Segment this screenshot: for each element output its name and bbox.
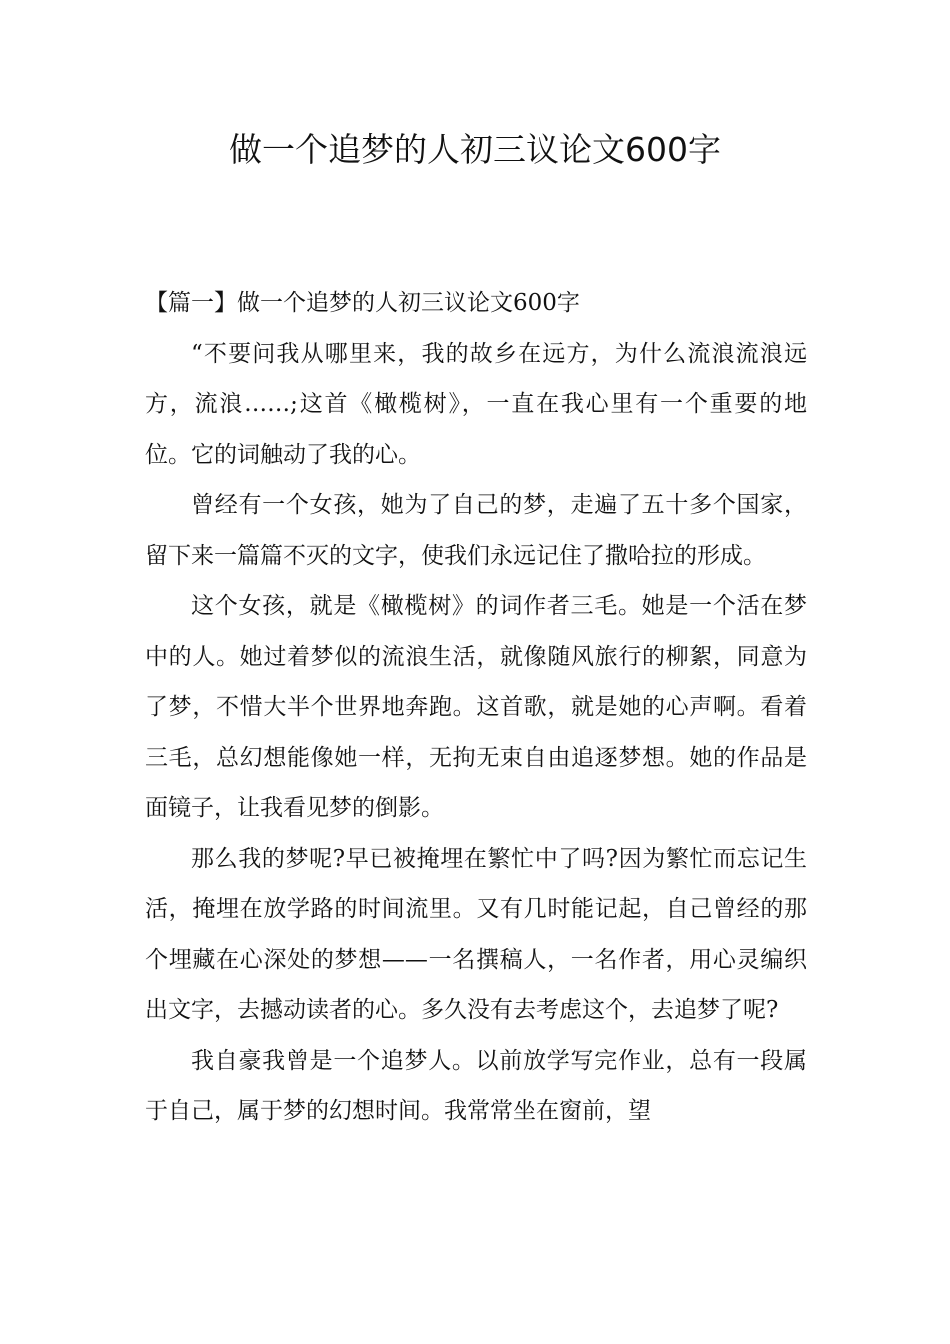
paragraph-1: “不要问我从哪里来，我的故乡在远方，为什么流浪流浪远方，流浪……;这首《橄榄树》，一直在我心里有一个重要的地位。它的词触动了我的心。 xyxy=(145,340,807,468)
paragraph-5: 我自豪我曾是一个追梦人。以前放学写完作业，总有一段属于自己，属于梦的幻想时间。我常常坐在窗前，望 xyxy=(145,1047,807,1124)
section-heading: 【篇一】做一个追梦的人初三议论文600字 xyxy=(145,290,580,316)
document-title: 做一个追梦的人初三议论文600字 xyxy=(229,130,721,169)
paragraph-2: 曾经有一个女孩，她为了自己的梦，走遍了五十多个国家，留下来一篇篇不灭的文字，使我们永远记住了撒哈拉的形成。 xyxy=(145,492,807,569)
paragraph-4: 那么我的梦呢?早已被掩埋在繁忙中了吗?因为繁忙而忘记生活，掩埋在放学路的时间流里。又有几时能记起，自己曾经的那个埋藏在心深处的梦想——一名撰稿人，一名作者，用心灵编织出文字，去撼动读者的心。多久没有去考虑这个，去追梦了呢? xyxy=(145,845,807,1023)
document-body xyxy=(145,278,807,1137)
paragraph-3: 这个女孩，就是《橄榄树》的词作者三毛。她是一个活在梦中的人。她过着梦似的流浪生活，就像随风旅行的柳絮，同意为了梦，不惜大半个世界地奔跑。这首歌，就是她的心声啊。看着三毛，总幻想能像她一样，无拘无束自由追逐梦想。她的作品是面镜子，让我看见梦的倒影。 xyxy=(145,593,807,821)
